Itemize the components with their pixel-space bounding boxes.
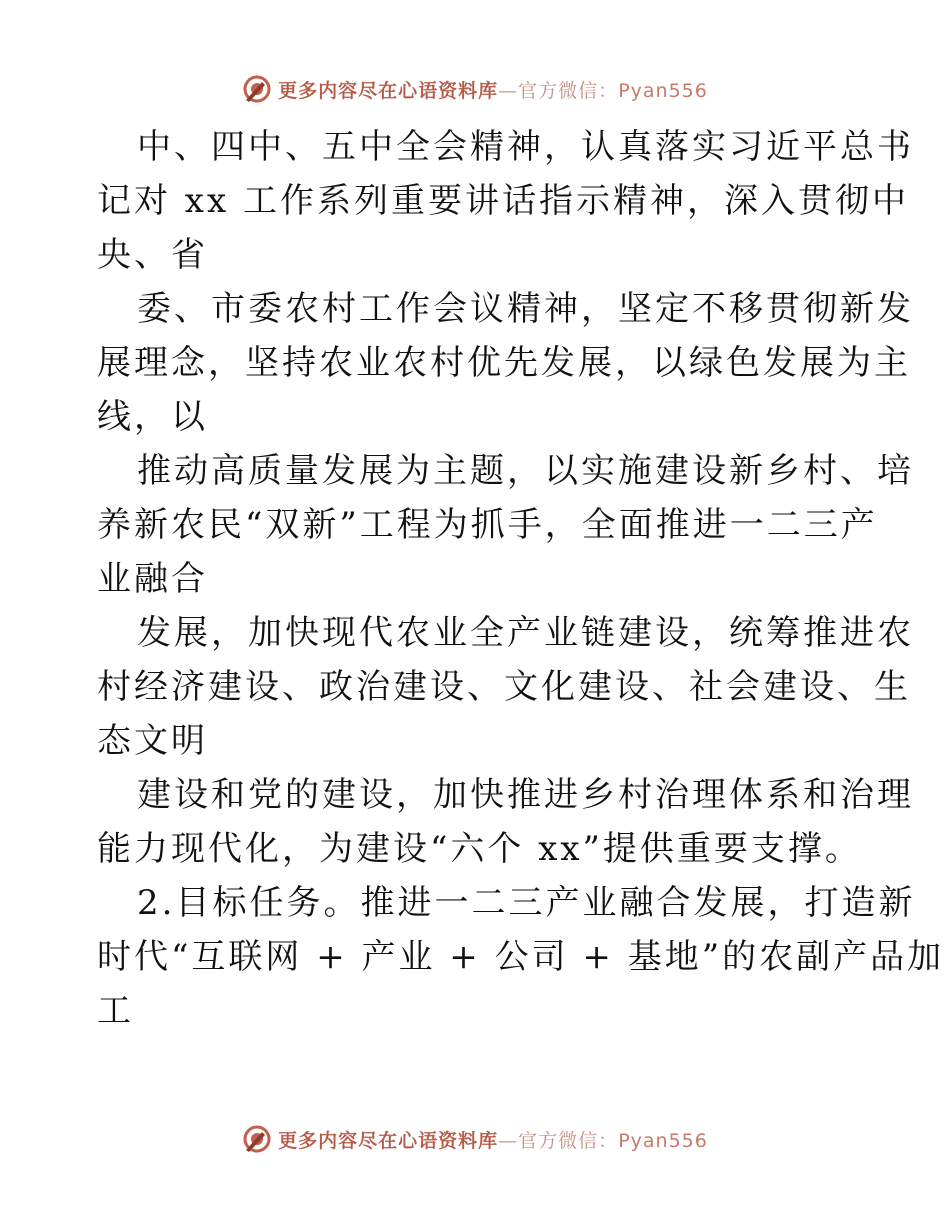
text-line: 2.目标任务。推进一二三产业融合发展，打造新 — [137, 883, 916, 923]
watermark-separator: — — [498, 79, 519, 102]
text-line: 发展，加快现代农业全产业链建设，统筹推进农 — [137, 613, 914, 653]
text-line: 线，以 — [97, 397, 208, 437]
watermark-text — [278, 1126, 708, 1153]
watermark-id: Pyan556 — [618, 1129, 708, 1152]
watermark-text — [278, 76, 708, 103]
text-line: 建设和党的建设，加快推进乡村治理体系和治理 — [137, 775, 914, 815]
watermark-label: 官方微信： — [518, 79, 619, 102]
text-line: 推动高质量发展为主题，以实施建设新乡村、培 — [137, 451, 914, 491]
document-body — [97, 120, 945, 1038]
text-line: 养新农民“双新”工程为抓手，全面推进一二三产 — [97, 505, 878, 545]
text-line: 中、四中、五中全会精神，认真落实习近平总书 — [137, 127, 914, 167]
text-line: 展理念，坚持农业农村优先发展，以绿色发展为主 — [97, 343, 911, 383]
footer-watermark — [0, 1122, 950, 1156]
text-line: 委、市委农村工作会议精神，坚定不移贯彻新发 — [137, 289, 914, 329]
text-line: 村经济建设、政治建设、文化建设、社会建设、生 — [97, 667, 911, 707]
watermark-brand: 更多内容尽在心语资料库 — [278, 1129, 499, 1152]
watermark-id: Pyan556 — [618, 79, 708, 102]
text-line: 业融合 — [97, 559, 208, 599]
pen-logo-icon — [242, 74, 272, 104]
text-line: 记对 xx 工作系列重要讲话指示精神，深入贯彻中 — [97, 181, 909, 221]
text-line: 央、省 — [97, 235, 208, 275]
pen-logo-icon — [242, 1124, 272, 1154]
watermark-brand: 更多内容尽在心语资料库 — [278, 79, 499, 102]
text-line: 时代“互联网 + 产业 + 公司 + 基地”的农副产品加 — [97, 937, 945, 977]
text-line: 态文明 — [97, 721, 208, 761]
text-line: 工 — [97, 991, 134, 1031]
header-watermark — [0, 72, 950, 106]
text-line: 能力现代化，为建设“六个 xx”提供重要支撑。 — [97, 829, 862, 869]
watermark-label: 官方微信： — [518, 1129, 619, 1152]
watermark-separator: — — [498, 1129, 519, 1152]
